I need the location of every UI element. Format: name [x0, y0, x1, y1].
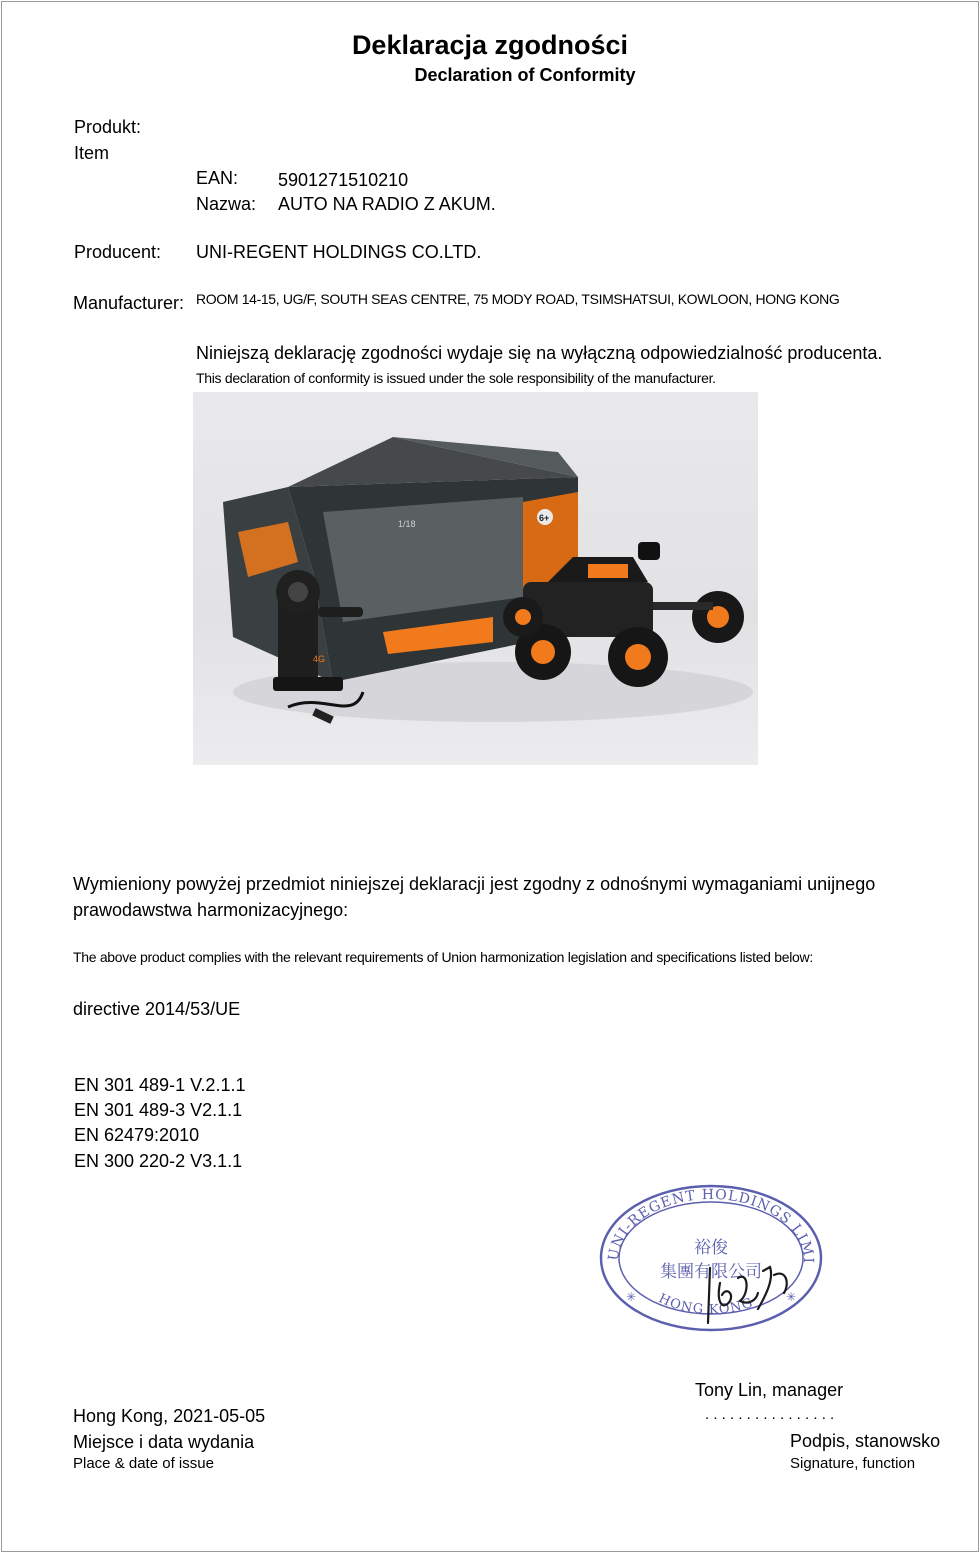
standard-item: EN 62479:2010	[74, 1125, 200, 1145]
remote-antenna	[318, 607, 363, 617]
box-brand-text: MX	[398, 625, 431, 650]
standard-item: EN 300 220-2 V3.1.1	[74, 1151, 243, 1171]
remote-base	[273, 677, 343, 691]
box-scale-text: 1/18	[398, 519, 416, 529]
standard-item: EN 301 489-3 V2.1.1	[74, 1100, 243, 1120]
stamp-ring-text: UNI-REGENT HOLDINGS LIMI	[605, 1186, 817, 1265]
wheel-hub-front-left	[531, 640, 555, 664]
place-label-en: Place & date of issue	[73, 1455, 214, 1472]
compliance-en: The above product complies with the relevant requirements of Union harmonization legislation and specifications listed below:	[73, 949, 813, 965]
stamp-bottom-text: HONG KONG	[656, 1291, 756, 1318]
page-subtitle: Declaration of Conformity	[414, 65, 636, 85]
age-badge-text: 6+	[539, 513, 550, 523]
wheel-hub-front-right	[625, 644, 651, 670]
compliance-pl-line2: prawodawstwa harmonizacyjnego:	[73, 900, 349, 920]
product-photo	[193, 392, 758, 765]
directive: directive 2014/53/UE	[73, 999, 241, 1019]
signature-dots: . . . . . . . . . . . . . . . .	[705, 1406, 835, 1423]
page-title: Deklaracja zgodności	[351, 30, 629, 60]
remote-label: 4G	[313, 654, 326, 664]
remote-wheel-hub	[288, 582, 308, 602]
signature-label-pl: Podpis, stanowsko	[790, 1431, 941, 1451]
page-border	[1, 1, 979, 1552]
signer-name: Tony Lin, manager	[695, 1380, 844, 1400]
name-label: Nazwa:	[196, 194, 257, 214]
manufacturer-label-en: Manufacturer:	[73, 293, 185, 313]
signature-label-en: Signature, function	[790, 1455, 916, 1472]
stamp-chinese-line1: 裕俊	[694, 1238, 728, 1258]
producer-name: UNI-REGENT HOLDINGS CO.LTD.	[196, 242, 482, 262]
car-stripe	[588, 564, 628, 578]
ean-label: EAN:	[196, 168, 239, 188]
responsibility-en: This declaration of conformity is issued under the sole responsibility of the manufacturer.	[196, 370, 716, 386]
place-date: Hong Kong, 2021-05-05	[73, 1406, 266, 1426]
manufacturer-address: ROOM 14-15, UG/F, SOUTH SEAS CENTRE, 75 MODY ROAD, TSIMSHATSUI, KOWLOON, HONG KONG	[196, 291, 840, 307]
company-stamp	[598, 1183, 824, 1333]
car-suspension	[653, 602, 713, 610]
name-value: AUTO NA RADIO Z AKUM.	[278, 194, 496, 214]
compliance-pl-line1: Wymieniony powyżej przedmiot niniejszej deklaracji jest zgodny z odnośnymi wymaganiami unijnego	[73, 874, 876, 894]
place-label-pl: Miejsce i data wydania	[73, 1432, 255, 1452]
product-label-pl: Produkt:	[74, 117, 142, 137]
stamp-star-left: ✳	[626, 1290, 637, 1304]
product-label-en: Item	[74, 143, 110, 163]
ean-value: 5901271510210	[278, 170, 409, 190]
wheel-hub-rear-left	[515, 609, 531, 625]
stamp-chinese-line2: 集團有限公司	[660, 1262, 762, 1282]
car-spare-tire	[638, 542, 660, 560]
stamp-star-right: ✳	[786, 1290, 797, 1304]
rc-car-illustration	[193, 392, 758, 765]
producer-label-pl: Producent:	[74, 242, 162, 262]
standard-item: EN 301 489-1 V.2.1.1	[74, 1075, 246, 1095]
responsibility-pl: Niniejszą deklarację zgodności wydaje się na wyłączną odpowiedzialność producenta.	[196, 343, 883, 363]
